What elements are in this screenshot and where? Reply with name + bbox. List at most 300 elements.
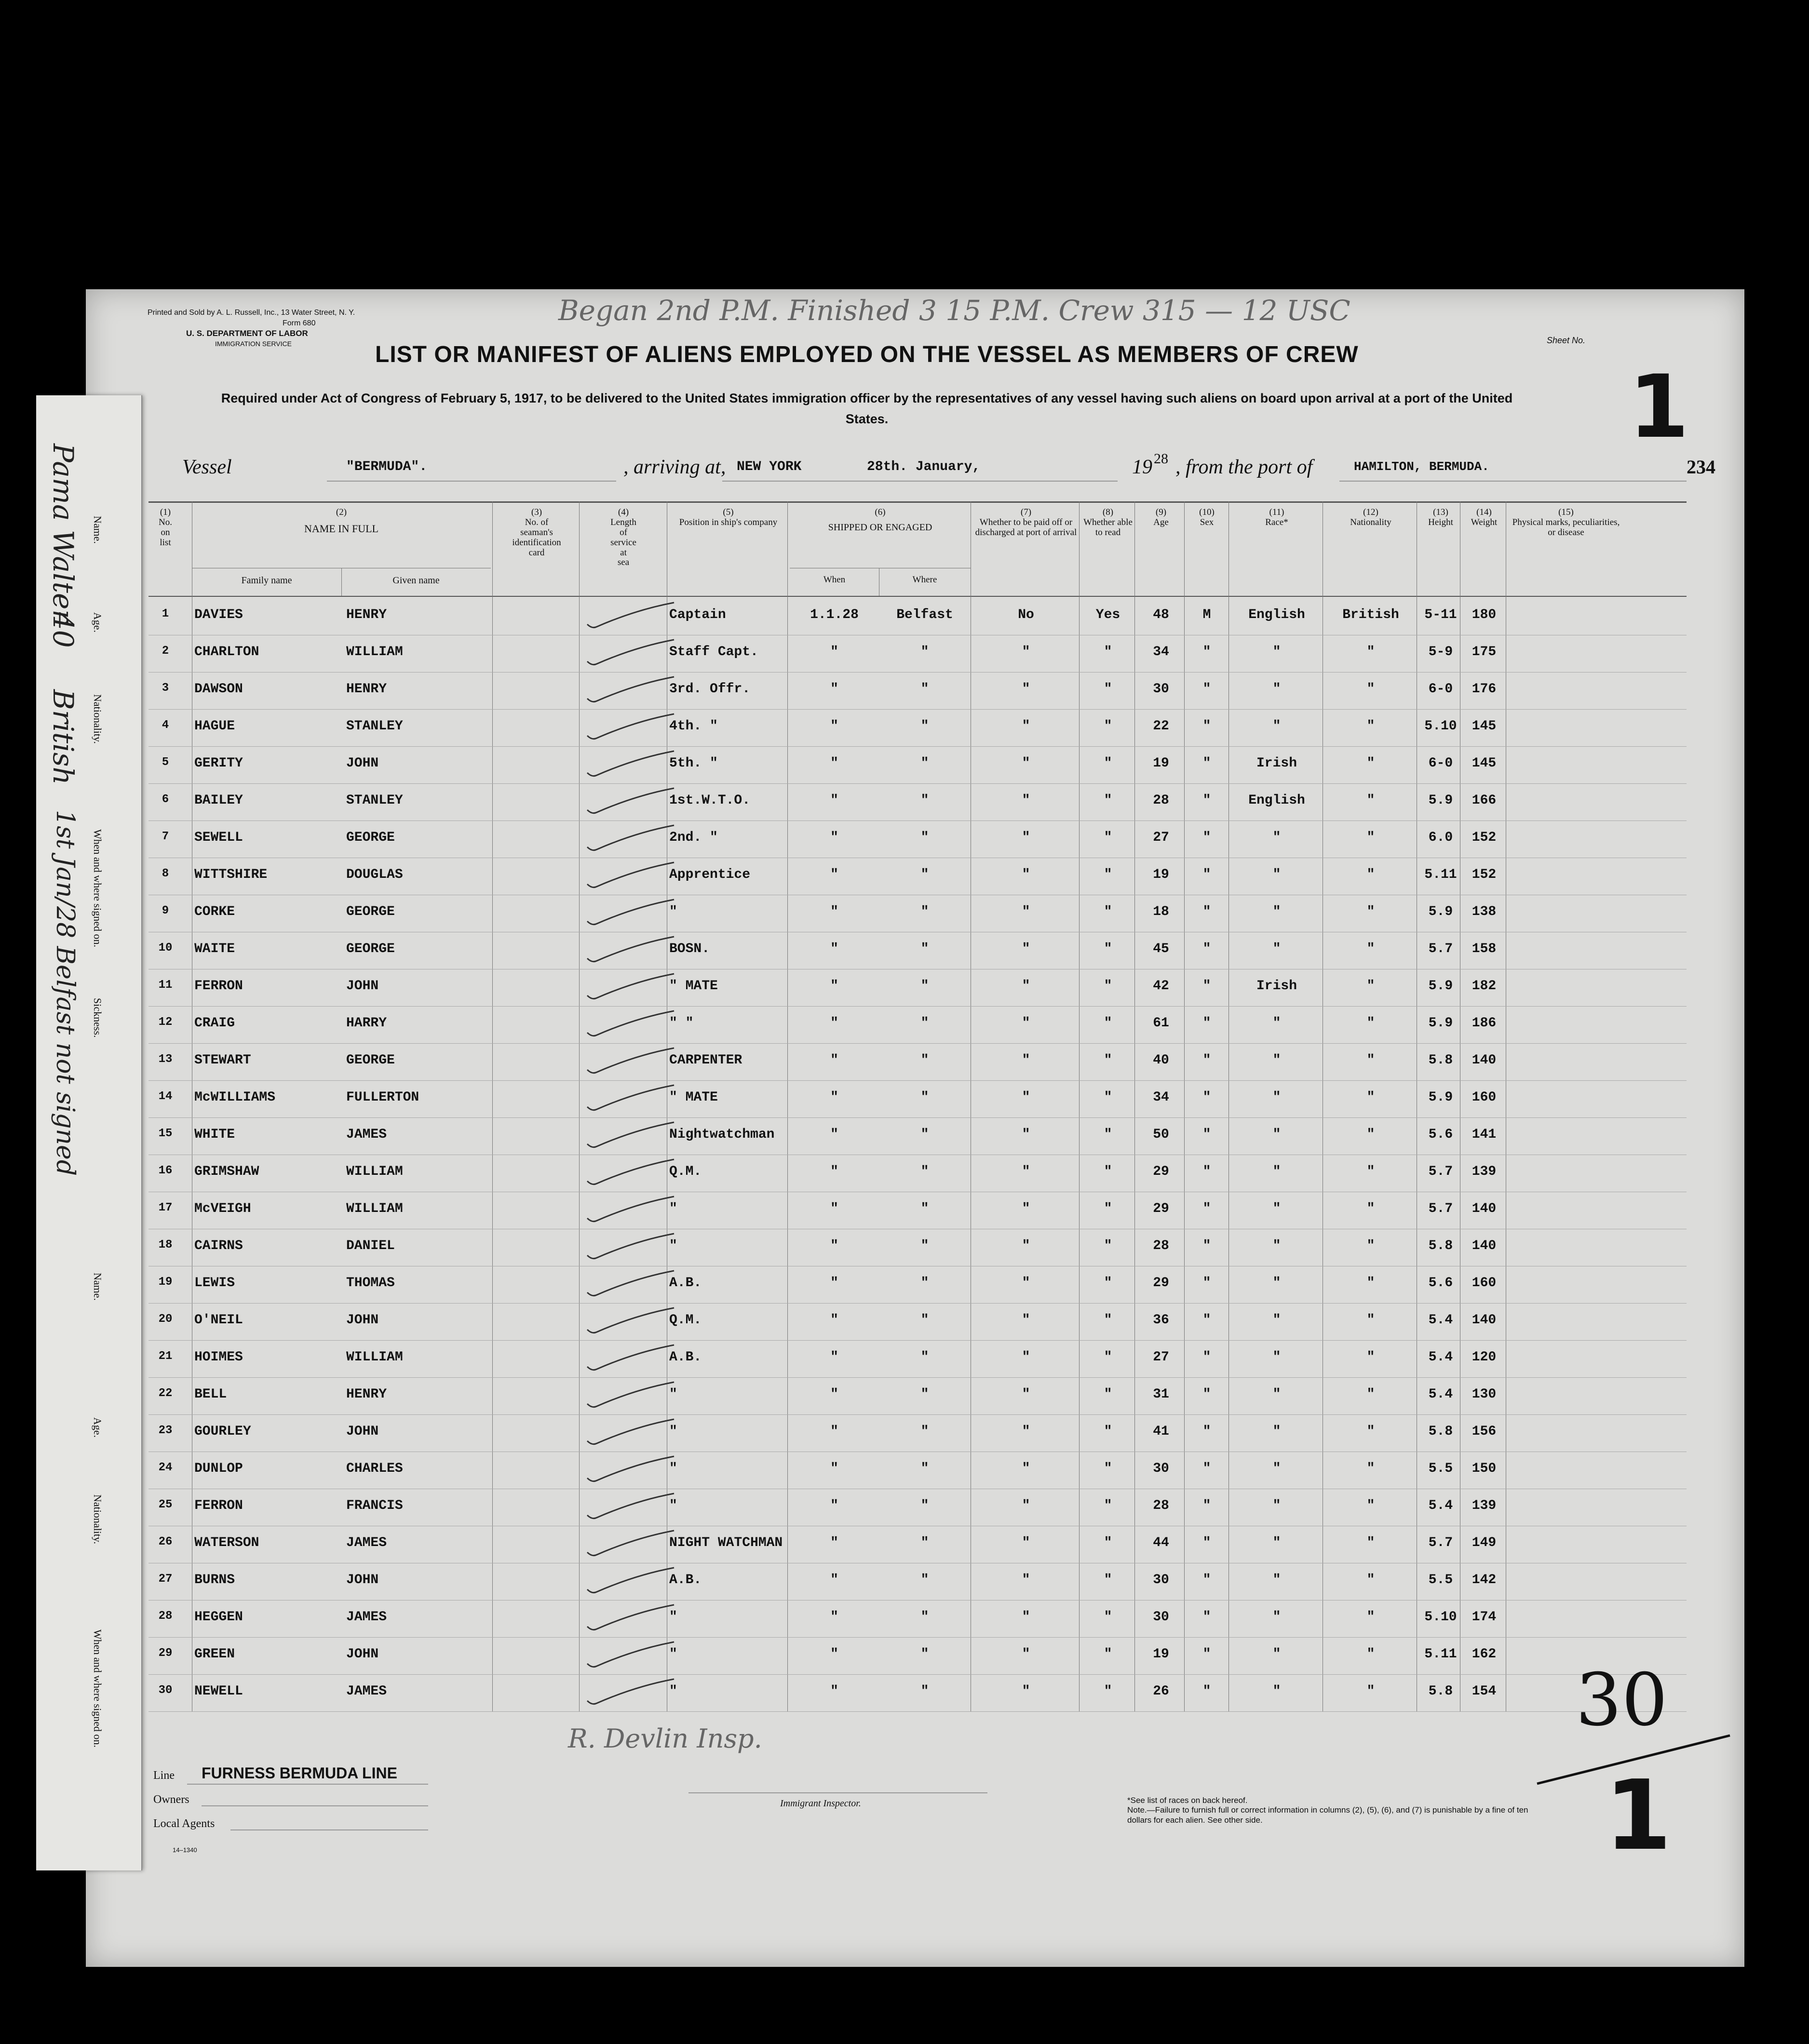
page-number: 234 — [1687, 456, 1715, 478]
table-row — [148, 1043, 1687, 1081]
cell-family: WAITE — [194, 941, 235, 956]
cell-position: Captain — [669, 607, 726, 622]
cell-position: " — [669, 1684, 677, 1699]
cell-sex: " — [1202, 1573, 1211, 1587]
date-underline — [722, 481, 1118, 482]
cell-height: 5.8 — [1428, 1238, 1453, 1253]
cell-read: " — [1104, 1053, 1112, 1068]
table-row — [148, 895, 1687, 932]
cell-family: McWILLIAMS — [194, 1090, 276, 1105]
slip-sickness-label: Sickness. — [92, 998, 104, 1038]
cell-weight: 152 — [1472, 830, 1497, 845]
cell-read: " — [1104, 979, 1112, 994]
cell-when: " — [830, 682, 838, 697]
col-paid-header: (7) Whether to be paid off or discharged at port of arrival — [975, 507, 1077, 538]
from-port: HAMILTON, BERMUDA. — [1354, 459, 1489, 474]
cell-race: " — [1272, 1313, 1281, 1328]
arriving-label: , arriving at, — [623, 456, 726, 478]
inspector-handwriting: R. Devlin Insp. — [568, 1723, 762, 1754]
cell-race: " — [1272, 1053, 1281, 1068]
cell-height: 5.9 — [1428, 1016, 1453, 1031]
cell-where: " — [920, 1424, 929, 1439]
checkmark-icon — [587, 788, 674, 813]
table-row — [148, 1452, 1687, 1489]
cell-no: 1 — [162, 607, 169, 620]
cell-family: HOIMES — [194, 1350, 243, 1365]
cell-when: " — [830, 1350, 838, 1365]
cell-position: A.B. — [669, 1573, 702, 1587]
cell-no: 7 — [162, 830, 169, 843]
checkmark-icon — [587, 640, 674, 665]
cell-family: CRAIG — [194, 1016, 235, 1031]
cell-nationality: " — [1366, 867, 1375, 882]
cell-nationality: " — [1366, 1387, 1375, 1402]
cell-given: JOHN — [346, 756, 379, 771]
service: IMMIGRATION SERVICE — [215, 340, 292, 348]
cell-position: 4th. " — [669, 719, 718, 734]
cell-position: 1st.W.T.O. — [669, 793, 751, 808]
cell-race: " — [1272, 1276, 1281, 1291]
header-bottom-rule — [148, 596, 1687, 597]
cell-weight: 158 — [1472, 941, 1497, 956]
cell-height: 5.4 — [1428, 1350, 1453, 1365]
cell-family: LEWIS — [194, 1276, 235, 1291]
cell-weight: 149 — [1472, 1535, 1497, 1550]
cell-where: " — [920, 867, 929, 882]
cell-race: Irish — [1256, 979, 1297, 994]
cell-paid: " — [1022, 1387, 1030, 1402]
cell-nationality: " — [1366, 979, 1375, 994]
checkmark-icon — [587, 1122, 674, 1147]
checkmark-icon — [587, 900, 674, 925]
cell-given: DOUGLAS — [346, 867, 403, 882]
cell-sex: " — [1202, 1090, 1211, 1105]
checkmark-icon — [587, 1531, 674, 1556]
cell-read: " — [1104, 1238, 1112, 1253]
cell-no: 13 — [158, 1053, 173, 1066]
cell-read: " — [1104, 1276, 1112, 1291]
cell-height: 5.10 — [1424, 719, 1457, 734]
cell-family: BELL — [194, 1387, 227, 1402]
cell-sex: " — [1202, 1201, 1211, 1216]
cell-age: 18 — [1153, 904, 1169, 919]
cell-paid: " — [1022, 1127, 1030, 1142]
cell-paid: " — [1022, 645, 1030, 659]
cell-where: " — [920, 719, 929, 734]
cell-given: JOHN — [346, 1647, 379, 1662]
cell-no: 3 — [162, 682, 169, 695]
cell-nationality: " — [1366, 1127, 1375, 1142]
cell-read: " — [1104, 645, 1112, 659]
cell-age: 29 — [1153, 1276, 1169, 1291]
line-label: Line — [153, 1769, 175, 1782]
cell-sex: " — [1202, 941, 1211, 956]
cell-nationality: " — [1366, 1276, 1375, 1291]
cell-nationality: " — [1366, 1201, 1375, 1216]
cell-when: " — [830, 719, 838, 734]
cell-paid: " — [1022, 941, 1030, 956]
cell-given: JAMES — [346, 1684, 387, 1699]
table-row — [148, 1600, 1687, 1638]
table-row — [148, 969, 1687, 1007]
printer-line: Printed and Sold by A. L. Russell, Inc., 13 Water Street, N. Y. — [148, 309, 355, 317]
cell-position: " — [669, 1238, 677, 1253]
cell-height: 5.9 — [1428, 979, 1453, 994]
slip-hand-nat: British — [47, 689, 80, 785]
col-family-header: Family name — [241, 575, 292, 586]
cell-race: " — [1272, 867, 1281, 882]
cell-family: FERRON — [194, 1498, 243, 1513]
cell-weight: 138 — [1472, 904, 1497, 919]
inspector-label: Immigrant Inspector. — [780, 1798, 861, 1809]
cell-read: Yes — [1095, 607, 1120, 622]
cell-where: " — [920, 1276, 929, 1291]
cell-nationality: " — [1366, 756, 1375, 771]
cell-position: " — [669, 904, 677, 919]
cell-height: 5.4 — [1428, 1313, 1453, 1328]
slip-hand-name: Pama Walter — [47, 444, 80, 623]
cell-height: 5.9 — [1428, 904, 1453, 919]
cell-sex: " — [1202, 867, 1211, 882]
cell-where: " — [920, 1164, 929, 1179]
cell-nationality: " — [1366, 1461, 1375, 1476]
cell-height: 5.6 — [1428, 1127, 1453, 1142]
col-shipped-header: SHIPPED OR ENGAGED — [828, 522, 932, 533]
cell-weight: 139 — [1472, 1164, 1497, 1179]
crew-table-body — [148, 598, 1687, 1711]
cell-no: 16 — [158, 1164, 173, 1177]
cell-given: JOHN — [346, 1424, 379, 1439]
cell-given: JOHN — [346, 979, 379, 994]
col-position-header: (5) Position in ship's company — [679, 507, 778, 527]
cell-nationality: " — [1366, 1016, 1375, 1031]
checkmark-icon — [587, 1308, 674, 1333]
cell-no: 23 — [158, 1424, 173, 1437]
col-shipped-num: (6) — [875, 507, 886, 517]
cell-family: CHARLTON — [194, 645, 259, 659]
cell-nationality: " — [1366, 1350, 1375, 1365]
table-row — [148, 709, 1687, 747]
checkmark-icon — [587, 1679, 674, 1704]
cell-weight: 175 — [1472, 645, 1497, 659]
cell-age: 42 — [1153, 979, 1169, 994]
cell-read: " — [1104, 756, 1112, 771]
cell-no: 15 — [158, 1127, 173, 1140]
cell-nationality: " — [1366, 682, 1375, 697]
inspector-sign-line — [688, 1792, 987, 1793]
cell-race: English — [1248, 607, 1305, 622]
col-marks-header: (15) Physical marks, peculiarities, or disease — [1512, 507, 1620, 538]
cell-height: 5.7 — [1428, 1535, 1453, 1550]
cell-position: Q.M. — [669, 1164, 702, 1179]
cell-family: DUNLOP — [194, 1461, 243, 1476]
cell-given: DANIEL — [346, 1238, 395, 1253]
cell-given: CHARLES — [346, 1461, 403, 1476]
col-height-header: (13) Height — [1428, 507, 1453, 527]
cell-race: " — [1272, 904, 1281, 919]
table-row — [148, 1006, 1687, 1044]
cell-paid: " — [1022, 682, 1030, 697]
cell-age: 34 — [1153, 1090, 1169, 1105]
cell-weight: 186 — [1472, 1016, 1497, 1031]
cell-nationality: " — [1366, 1090, 1375, 1105]
cell-family: GRIMSHAW — [194, 1164, 259, 1179]
cell-no: 29 — [158, 1647, 173, 1660]
cell-height: 5.4 — [1428, 1498, 1453, 1513]
cell-nationality: " — [1366, 719, 1375, 734]
cell-height: 5.5 — [1428, 1573, 1453, 1587]
arrival-date: 28th. January, — [867, 459, 981, 474]
cell-paid: " — [1022, 1684, 1030, 1699]
cell-family: FERRON — [194, 979, 243, 994]
cell-given: JOHN — [346, 1573, 379, 1587]
cell-sex: " — [1202, 1276, 1211, 1291]
cell-read: " — [1104, 1090, 1112, 1105]
cell-paid: " — [1022, 904, 1030, 919]
table-row — [148, 1266, 1687, 1304]
table-row — [148, 1674, 1687, 1712]
cell-height: 5.7 — [1428, 1164, 1453, 1179]
cell-race: " — [1272, 941, 1281, 956]
cell-given: JAMES — [346, 1127, 387, 1142]
cell-weight: 141 — [1472, 1127, 1497, 1142]
cell-read: " — [1104, 1387, 1112, 1402]
cell-age: 22 — [1153, 719, 1169, 734]
cell-no: 10 — [158, 941, 173, 955]
line-value: FURNESS BERMUDA LINE — [202, 1764, 397, 1782]
cell-position: 3rd. Offr. — [669, 682, 751, 697]
cell-race: " — [1272, 1424, 1281, 1439]
cell-where: " — [920, 1535, 929, 1550]
cell-when: 1.1.28 — [810, 607, 859, 622]
checkmark-icon — [587, 677, 674, 702]
slip-nat-label-2: Nationality. — [92, 1494, 104, 1545]
cell-when: " — [830, 793, 838, 808]
cell-position: " " — [669, 1016, 694, 1031]
cell-age: 27 — [1153, 1350, 1169, 1365]
checkmark-icon — [587, 974, 674, 999]
cell-given: HENRY — [346, 607, 387, 622]
cell-weight: 160 — [1472, 1090, 1497, 1105]
cell-paid: " — [1022, 1016, 1030, 1031]
cell-when: " — [830, 979, 838, 994]
cell-family: GOURLEY — [194, 1424, 251, 1439]
cell-weight: 154 — [1472, 1684, 1497, 1699]
cell-paid: No — [1018, 607, 1034, 622]
cell-where: " — [920, 1498, 929, 1513]
cell-position: 2nd. " — [669, 830, 718, 845]
cell-family: WITTSHIRE — [194, 867, 268, 882]
cell-sex: " — [1202, 1238, 1211, 1253]
cell-no: 6 — [162, 793, 169, 806]
cell-height: 5.10 — [1424, 1610, 1457, 1625]
cell-given: STANLEY — [346, 719, 403, 734]
cell-where: " — [920, 1090, 929, 1105]
cell-age: 61 — [1153, 1016, 1169, 1031]
cell-when: " — [830, 867, 838, 882]
cell-given: GEORGE — [346, 904, 395, 919]
arrival-port: NEW YORK — [737, 459, 802, 474]
vessel-name: "BERMUDA". — [346, 459, 428, 474]
cell-age: 44 — [1153, 1535, 1169, 1550]
vessel-label: Vessel — [182, 456, 232, 478]
cell-sex: " — [1202, 979, 1211, 994]
footer-notes — [1127, 1796, 1542, 1825]
cell-paid: " — [1022, 1535, 1030, 1550]
cell-weight: 145 — [1472, 756, 1497, 771]
col-name-num: (2) — [336, 507, 347, 517]
cell-when: " — [830, 1573, 838, 1587]
slip-nat-label: Nationality. — [92, 694, 104, 744]
cell-position: " — [669, 1498, 677, 1513]
slip-hand-signed: 1st Jan/28 Belfast not signed — [51, 810, 80, 1176]
cell-position: A.B. — [669, 1350, 702, 1365]
cell-no: 25 — [158, 1498, 173, 1511]
cell-where: " — [920, 1016, 929, 1031]
cell-weight: 142 — [1472, 1573, 1497, 1587]
cell-position: 5th. " — [669, 756, 718, 771]
cell-given: JAMES — [346, 1610, 387, 1625]
cell-age: 30 — [1153, 1610, 1169, 1625]
cell-position: A.B. — [669, 1276, 702, 1291]
cell-age: 30 — [1153, 1461, 1169, 1476]
cell-race: " — [1272, 1350, 1281, 1365]
cell-family: GREEN — [194, 1647, 235, 1662]
cell-read: " — [1104, 1610, 1112, 1625]
cell-paid: " — [1022, 1276, 1030, 1291]
cell-height: 5.11 — [1424, 867, 1457, 882]
cell-when: " — [830, 1387, 838, 1402]
handwritten-times: Began 2nd P.M. Finished 3 15 P.M. Crew 315 — 12 USC — [558, 294, 1350, 327]
penalty-note: Note.—Failure to furnish full or correct information in columns (2), (5), (6), and (7) is punishable by a fine of ten dollars for each alien. See other side. — [1127, 1805, 1528, 1825]
cell-weight: 174 — [1472, 1610, 1497, 1625]
cell-when: " — [830, 645, 838, 659]
cell-when: " — [830, 1647, 838, 1662]
cell-sex: " — [1202, 1684, 1211, 1699]
checkmark-icon — [587, 1456, 674, 1481]
cell-where: " — [920, 1053, 929, 1068]
checkmark-icon — [587, 1605, 674, 1630]
cell-when: " — [830, 1127, 838, 1142]
cell-read: " — [1104, 1201, 1112, 1216]
checkmark-icon — [587, 1159, 674, 1184]
cell-when: " — [830, 1053, 838, 1068]
year-prefix: 19 — [1132, 456, 1152, 478]
cell-race: " — [1272, 1573, 1281, 1587]
checkmark-icon — [587, 1048, 674, 1073]
cell-sex: " — [1202, 645, 1211, 659]
checkmark-icon — [587, 862, 674, 888]
checkmark-icon — [587, 1493, 674, 1519]
checkmark-icon — [587, 1419, 674, 1444]
signed-on-slip — [36, 395, 142, 1870]
cell-race: Irish — [1256, 756, 1297, 771]
table-row — [148, 1155, 1687, 1192]
cell-no: 28 — [158, 1610, 173, 1623]
cell-weight: 156 — [1472, 1424, 1497, 1439]
cell-weight: 120 — [1472, 1350, 1497, 1365]
cell-race: " — [1272, 682, 1281, 697]
cell-no: 26 — [158, 1535, 173, 1548]
cell-family: WHITE — [194, 1127, 235, 1142]
table-row — [148, 1080, 1687, 1118]
cell-sex: " — [1202, 1498, 1211, 1513]
cell-read: " — [1104, 1016, 1112, 1031]
cell-where: " — [920, 1387, 929, 1402]
table-row — [148, 598, 1687, 635]
cell-sex: " — [1202, 1313, 1211, 1328]
cell-where: " — [920, 1238, 929, 1253]
cell-where: " — [920, 1461, 929, 1476]
cell-nationality: " — [1366, 904, 1375, 919]
cell-family: CAIRNS — [194, 1238, 243, 1253]
cell-no: 30 — [158, 1684, 173, 1697]
cell-when: " — [830, 830, 838, 845]
table-row — [148, 746, 1687, 784]
cell-family: GERITY — [194, 756, 243, 771]
cell-weight: 140 — [1472, 1238, 1497, 1253]
cell-no: 2 — [162, 645, 169, 658]
cell-height: 6-0 — [1428, 756, 1453, 771]
cell-given: THOMAS — [346, 1276, 395, 1291]
cell-read: " — [1104, 941, 1112, 956]
cell-sex: " — [1202, 756, 1211, 771]
cell-read: " — [1104, 1424, 1112, 1439]
cell-no: 20 — [158, 1313, 173, 1326]
cell-sex: " — [1202, 1535, 1211, 1550]
cell-race: " — [1272, 1201, 1281, 1216]
cell-family: McVEIGH — [194, 1201, 251, 1216]
cell-family: SEWELL — [194, 830, 243, 845]
cell-position: " MATE — [669, 979, 718, 994]
cell-paid: " — [1022, 1498, 1030, 1513]
cell-when: " — [830, 1276, 838, 1291]
cell-read: " — [1104, 1127, 1112, 1142]
cell-where: " — [920, 645, 929, 659]
cell-family: DAVIES — [194, 607, 243, 622]
table-row — [148, 1192, 1687, 1229]
cell-given: WILLIAM — [346, 645, 403, 659]
cell-read: " — [1104, 1498, 1112, 1513]
slip-hand-age: 40 — [47, 612, 80, 648]
cell-paid: " — [1022, 1053, 1030, 1068]
cell-height: 5.4 — [1428, 1387, 1453, 1402]
cell-position: " — [669, 1461, 677, 1476]
cell-position: " — [669, 1424, 677, 1439]
cell-height: 5.9 — [1428, 793, 1453, 808]
form-number: Form 680 — [283, 319, 316, 327]
col-race-header: (11) Race* — [1265, 507, 1288, 527]
cell-paid: " — [1022, 830, 1030, 845]
cell-age: 28 — [1153, 1238, 1169, 1253]
cell-paid: " — [1022, 1313, 1030, 1328]
slip-name-label: Name. — [92, 516, 104, 544]
cell-read: " — [1104, 1684, 1112, 1699]
form-code: 14–1340 — [173, 1846, 197, 1854]
cell-when: " — [830, 1090, 838, 1105]
cell-position: BOSN. — [669, 941, 710, 956]
cell-no: 5 — [162, 756, 169, 769]
cell-sex: " — [1202, 1016, 1211, 1031]
cell-given: FULLERTON — [346, 1090, 419, 1105]
cell-age: 19 — [1153, 756, 1169, 771]
cell-weight: 180 — [1472, 607, 1497, 622]
cell-age: 45 — [1153, 941, 1169, 956]
cell-sex: " — [1202, 1387, 1211, 1402]
checkmark-icon — [587, 1234, 674, 1259]
cell-position: " — [669, 1387, 677, 1402]
cell-age: 48 — [1153, 607, 1169, 622]
